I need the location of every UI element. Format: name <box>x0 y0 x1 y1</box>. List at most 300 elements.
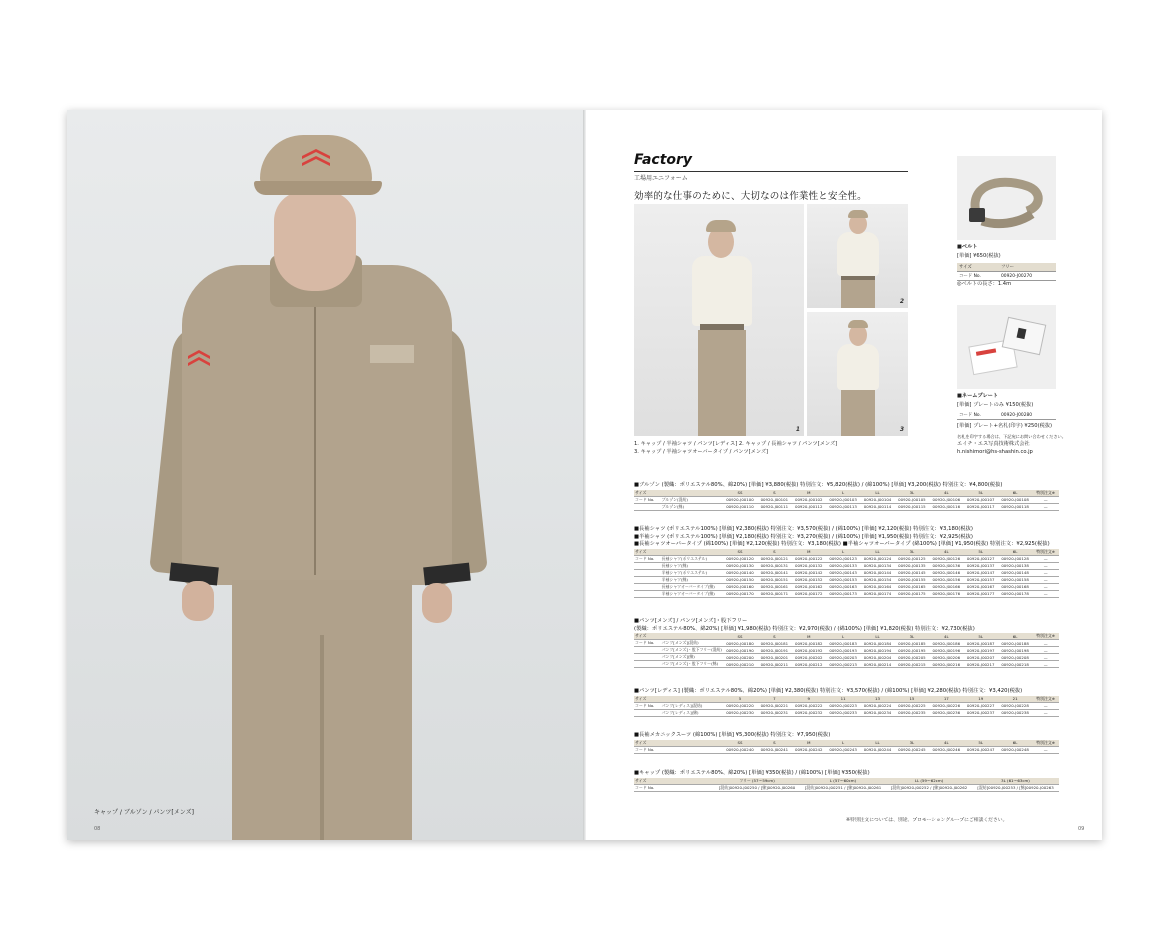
nameplate-image <box>957 305 1056 389</box>
table-cell: L (57〜60cm) <box>800 778 886 785</box>
table-cell: ブルゾン(混紡) <box>661 496 723 503</box>
table-cell: パンツ[メンズ]・股下フリー(綿) <box>661 661 723 668</box>
table-cell: 00920-J00136 <box>929 562 963 569</box>
table-cell: 00920-J00117 <box>964 503 998 510</box>
table-row <box>634 661 1059 668</box>
table-cell: 00920-J00192 <box>792 647 826 654</box>
table-cell: — <box>1032 583 1059 590</box>
table-cell: 7 <box>757 696 791 703</box>
table-cell: 長袖シャツ(綿) <box>661 562 723 569</box>
table-cell: 00920-J00188 <box>998 640 1032 647</box>
nameplate-icon <box>957 305 1056 389</box>
table-cell: M <box>792 549 826 556</box>
table-cell: — <box>1032 709 1059 716</box>
table-cell: 00920-J00174 <box>860 590 894 597</box>
table-cell: フリー (57〜59cm) <box>714 778 800 785</box>
page-subtitle: 工場用ユニフォーム <box>634 175 688 182</box>
table-cell: 19 <box>964 696 998 703</box>
cell: コード No. <box>957 411 999 420</box>
photo-2 <box>807 204 908 308</box>
table-cell: 5L <box>964 740 998 747</box>
table-cell: — <box>1032 654 1059 661</box>
table-cell: 00920-J00143 <box>826 569 860 576</box>
table-cell: パンツ[メンズ](綿) <box>661 654 723 661</box>
table-cell: 00920-J00145 <box>895 569 929 576</box>
table-cell: 00920-J00208 <box>998 654 1032 661</box>
table-cell: 00920-J00124 <box>860 555 894 562</box>
table-cell: 00920-J00100 <box>723 496 757 503</box>
table-cell: SS <box>723 633 757 640</box>
table-cell: 00920-J00180 <box>723 640 757 647</box>
table-cell: 00920-J00150 <box>723 576 757 583</box>
table-cell: 00920-J00154 <box>860 576 894 583</box>
table-row <box>634 746 1059 753</box>
table-cell: 15 <box>895 696 929 703</box>
table-cell: 00920-J00106 <box>929 496 963 503</box>
table-cell: 00920-J00133 <box>826 562 860 569</box>
table-cell: 00920-J00112 <box>792 503 826 510</box>
right-page <box>586 110 1102 840</box>
table-cell: ブルゾン(綿) <box>661 503 723 510</box>
table-cell: 00920-J00156 <box>929 576 963 583</box>
table-cell: 4L <box>929 740 963 747</box>
cell: フリー <box>999 263 1056 272</box>
table-cell: 00920-J00176 <box>929 590 963 597</box>
page-number-right: 09 <box>1078 826 1085 832</box>
table-cell: 特別注文※ <box>1032 490 1059 497</box>
cap-brim <box>254 181 382 195</box>
section-title: ■パンツ[レディス] (製織：ポリエステル80%、綿20%) [単価] ¥2,380(税抜) 特別注文：¥3,570(税抜) / (綿100%) [単価] ¥2,280(税抜) 特別注文：¥3,420(税抜) <box>634 688 1023 694</box>
table-cell: M <box>792 740 826 747</box>
table-cell: — <box>1032 555 1059 562</box>
blouson-section <box>634 482 1059 511</box>
table-cell: 00920-J00230 <box>723 709 757 716</box>
table-cell: 00920-J00214 <box>860 661 894 668</box>
table-cell: 00920-J00240 <box>723 746 757 753</box>
table-cell: 半袖シャツ(綿) <box>661 576 723 583</box>
table-cell: 00920-J00110 <box>723 503 757 510</box>
table-cell: 00920-J00113 <box>826 503 860 510</box>
cell: 00920-J00280 <box>999 411 1056 420</box>
table-cell: コード No. <box>634 702 661 709</box>
nameplate-code-table <box>957 411 1056 420</box>
nameplate-email: h.nishimori@hs-shashin.co.jp <box>957 449 1033 455</box>
table-cell: 13 <box>860 696 894 703</box>
table-row <box>634 562 1059 569</box>
table-cell: SS <box>723 490 757 497</box>
table-cell: [混紡]00920-J00253 / [綿]00920-J00263 <box>972 784 1059 791</box>
table-cell: — <box>1032 569 1059 576</box>
table-row <box>634 784 1059 791</box>
table-cell: 00920-J00128 <box>998 555 1032 562</box>
table-cell: 21 <box>998 696 1032 703</box>
table-row <box>634 555 1059 562</box>
table-cell: 3L <box>895 633 929 640</box>
photo-number: 2 <box>899 298 904 305</box>
nameplate-price-1: [単価] プレートのみ ¥150(税抜) <box>957 402 1034 408</box>
table-cell: 00920-J00228 <box>998 702 1032 709</box>
table-row <box>634 576 1059 583</box>
table-cell: コード No. <box>634 555 661 562</box>
table-cell: LL <box>860 633 894 640</box>
table-cell: 00920-J00202 <box>792 654 826 661</box>
table-cell: 00920-J00241 <box>757 746 791 753</box>
table-cell: 00920-J00207 <box>964 654 998 661</box>
table-cell: 11 <box>826 696 860 703</box>
table-cell: サイズ <box>634 778 658 785</box>
table-cell: 00920-J00232 <box>792 709 826 716</box>
table-cell: 00920-J00224 <box>860 702 894 709</box>
table-cell: 半袖シャツオーバータイプ(綿) <box>661 590 723 597</box>
model-face <box>274 191 356 291</box>
section-title-line: ■半袖シャツ (ポリエステル100%) [単価] ¥2,180(税抜) 特別注文：¥3,270(税抜) / (綿100%) [単価] ¥1,950(税抜) 特別注文：¥2,925(税抜) <box>634 533 973 540</box>
section-title-line: ■長袖シャツオーバータイプ (綿100%) [単価] ¥2,120(税抜) 特別注文：¥3,180(税抜) ■半袖シャツオーバータイプ (綿100%) [単価] ¥1,950(税抜) 特別注文：¥2,925(税抜) <box>634 541 1050 547</box>
table-cell: [混紡]00920-J00251 / [綿]00920-J00261 <box>800 784 886 791</box>
chest-patch <box>370 345 414 363</box>
nameplate-title: ■ネームプレート <box>957 393 999 399</box>
table-cell: 00920-J00148 <box>998 569 1032 576</box>
table-cell: 00920-J00114 <box>860 503 894 510</box>
table-cell: 6L <box>998 549 1032 556</box>
table-cell: 00920-J00237 <box>964 709 998 716</box>
table-cell: コード No. <box>634 784 658 791</box>
table-row <box>634 569 1059 576</box>
table-cell: 00920-J00184 <box>860 640 894 647</box>
ladies-pants-section <box>634 688 1059 717</box>
table-row <box>634 709 1059 716</box>
table-cell: 00920-J00167 <box>964 583 998 590</box>
table-cell: 00920-J00191 <box>757 647 791 654</box>
table-cell: 00920-J00242 <box>792 746 826 753</box>
table-cell <box>634 576 661 583</box>
cell: 00920-J00270 <box>999 272 1056 281</box>
table-cell <box>634 709 661 716</box>
table-cell: 00920-J00155 <box>895 576 929 583</box>
table-cell: サイズ <box>634 696 661 703</box>
cuff-right <box>423 563 471 586</box>
table-cell: 00920-J00205 <box>895 654 929 661</box>
left-caption: キャップ / ブルゾン / パンツ[メンズ] <box>94 809 194 816</box>
table-cell: 00920-J00164 <box>860 583 894 590</box>
table-cell <box>634 503 661 510</box>
table-cell: LL <box>860 549 894 556</box>
table-cell: 00920-J00227 <box>964 702 998 709</box>
mens-pants-table <box>634 633 1059 668</box>
table-cell: 半袖シャツ(ポリエステル) <box>661 569 723 576</box>
nameplate-price-2: [単価] プレート+名札(印字) ¥250(税抜) <box>957 423 1053 429</box>
photo-1 <box>634 204 804 436</box>
model-photo <box>162 135 472 840</box>
table-cell: 長袖シャツオーバータイプ(綿) <box>661 583 723 590</box>
table-cell: — <box>1032 590 1059 597</box>
table-cell: 00920-J00201 <box>757 654 791 661</box>
table-cell: 特別注文※ <box>1032 549 1059 556</box>
ladies-pants-table <box>634 696 1059 717</box>
table-cell: 00920-J00203 <box>826 654 860 661</box>
table-cell: 00920-J00212 <box>792 661 826 668</box>
table-cell: 00920-J00206 <box>929 654 963 661</box>
table-cell <box>634 569 661 576</box>
table-cell: 00920-J00163 <box>826 583 860 590</box>
table-cell: 00920-J00245 <box>895 746 929 753</box>
table-cell: 00920-J00102 <box>792 496 826 503</box>
table-cell: [混紡]00920-J00252 / [綿]00920-J00262 <box>886 784 972 791</box>
mens-pants-section <box>634 618 1059 668</box>
table-cell <box>634 562 661 569</box>
nameplate-note: 名札を印字する場合は、下記宛にお問い合わせください。 <box>957 434 1066 439</box>
table-cell: L <box>826 549 860 556</box>
table-cell: 00920-J00171 <box>757 590 791 597</box>
table-cell: 00920-J00223 <box>826 702 860 709</box>
photo-caption-line: 3. キャップ / 半袖シャツオーバータイプ / パンツ[メンズ] <box>634 449 769 455</box>
photo-caption <box>634 440 837 456</box>
belt-image <box>957 156 1056 240</box>
table-cell: 00920-J00221 <box>757 702 791 709</box>
table-cell: パンツ[レディス](混紡) <box>661 702 723 709</box>
table-cell: 00920-J00125 <box>895 555 929 562</box>
table-cell: 特別注文※ <box>1032 696 1059 703</box>
belt-price: [単価] ¥650(税抜) <box>957 253 1001 259</box>
belt-table <box>957 263 1056 281</box>
cap-chevron-icon <box>302 149 330 167</box>
table-cell: — <box>1032 562 1059 569</box>
table-cell: 3L <box>895 490 929 497</box>
table-cell: — <box>1032 503 1059 510</box>
shirts-section <box>634 526 1059 598</box>
table-cell: 00920-J00213 <box>826 661 860 668</box>
table-cell: 00920-J00116 <box>929 503 963 510</box>
table-cell: — <box>1032 746 1059 753</box>
table-cell: パンツ[メンズ]・股下フリー(混紡) <box>661 647 722 652</box>
table-cell: 00920-J00161 <box>757 583 791 590</box>
table-cell: 17 <box>929 696 963 703</box>
jacket <box>182 265 452 585</box>
table-cell: パンツ[メンズ](混紡) <box>661 640 723 647</box>
table-cell: 4L <box>929 549 963 556</box>
table-cell: 00920-J00141 <box>757 569 791 576</box>
table-cell: LL <box>860 740 894 747</box>
table-cell: 00920-J00233 <box>826 709 860 716</box>
table-cell: L <box>826 490 860 497</box>
table-cell: [混紡]00920-J00250 / [綿]00920-J00260 <box>714 784 800 791</box>
table-cell: 00920-J00120 <box>723 555 757 562</box>
table-cell: L <box>826 633 860 640</box>
table-cell: コード No. <box>634 746 661 753</box>
table-cell: 00920-J00217 <box>964 661 998 668</box>
table-cell: S <box>757 490 791 497</box>
table-cell: 00920-J00158 <box>998 576 1032 583</box>
mechanic-suit-table <box>634 740 1059 754</box>
table-cell: 00920-J00187 <box>964 640 998 647</box>
table-cell: 00920-J00137 <box>964 562 998 569</box>
table-cell: 00920-J00247 <box>964 746 998 753</box>
table-cell: — <box>1032 576 1059 583</box>
table-cell: 5L <box>964 633 998 640</box>
table-cell: 00920-J00121 <box>757 555 791 562</box>
table-cell: 00920-J00225 <box>895 702 929 709</box>
table-cell: 00920-J00107 <box>964 496 998 503</box>
table-cell: 00920-J00101 <box>757 496 791 503</box>
table-cell: 00920-J00131 <box>757 562 791 569</box>
table-cell: — <box>1032 640 1059 647</box>
table-row <box>634 640 1059 647</box>
section-title: ■長袖メカニックスーツ (綿100%) [単価] ¥5,300(税抜) 特別注文：¥7,950(税抜) <box>634 732 831 738</box>
table-cell: 00920-J00147 <box>964 569 998 576</box>
table-cell: 4L <box>929 633 963 640</box>
table-cell: 00920-J00183 <box>826 640 860 647</box>
table-cell: 00920-J00231 <box>757 709 791 716</box>
table-cell: 00920-J00144 <box>860 569 894 576</box>
table-cell: サイズ <box>634 490 661 497</box>
table-cell <box>661 746 723 753</box>
table-cell: 00920-J00122 <box>792 555 826 562</box>
table-cell: L <box>826 740 860 747</box>
table-cell: 00920-J00182 <box>792 640 826 647</box>
table-cell: 00920-J00178 <box>998 590 1032 597</box>
table-cell <box>634 661 661 668</box>
table-cell: 00920-J00140 <box>723 569 757 576</box>
table-cell: — <box>1032 661 1059 668</box>
pants-seam <box>320 635 324 840</box>
cap-section <box>634 770 1059 792</box>
footnote: ※特別注文については、別途、プロモーショングループにご相談ください。 <box>846 818 1008 823</box>
cell: コード No. <box>957 272 999 281</box>
table-cell: — <box>1032 647 1059 654</box>
table-cell: 00920-J00162 <box>792 583 826 590</box>
belt-note: ◎ベルトの長さ：1.4m <box>957 281 1012 287</box>
table-cell: 00920-J00173 <box>826 590 860 597</box>
table-cell: 00920-J00218 <box>998 661 1032 668</box>
table-cell: 3L <box>895 549 929 556</box>
table-cell: 00920-J00157 <box>964 576 998 583</box>
table-cell: 00920-J00170 <box>723 590 757 597</box>
table-cell: 00920-J00111 <box>757 503 791 510</box>
table-cell: 00920-J00210 <box>723 661 757 668</box>
title-rule <box>634 171 908 172</box>
table-cell: 3L <box>895 740 929 747</box>
table-cell: 4L <box>929 490 963 497</box>
section-title-line: (製織：ポリエステル80%、綿20%) [単価] ¥1,980(税抜) 特別注文：¥2,970(税抜) / (綿100%) [単価] ¥1,820(税抜) 特別注文：¥2,730(税抜) <box>634 625 975 632</box>
table-cell: 00920-J00138 <box>998 562 1032 569</box>
table-cell: S <box>757 740 791 747</box>
table-cell: — <box>1032 496 1059 503</box>
table-cell: LL (59〜62cm) <box>886 778 972 785</box>
belt-title: ■ベルト <box>957 244 978 250</box>
page-number-left: 08 <box>94 826 101 832</box>
table-cell: 00920-J00194 <box>860 647 894 654</box>
table-cell: 00920-J00146 <box>929 569 963 576</box>
table-cell: 00920-J00215 <box>895 661 929 668</box>
table-cell: 00920-J00105 <box>895 496 929 503</box>
table-cell: 00920-J00185 <box>895 640 929 647</box>
table-cell: 特別注文※ <box>1032 633 1059 640</box>
table-cell: 00920-J00216 <box>929 661 963 668</box>
table-cell: 00920-J00166 <box>929 583 963 590</box>
table-cell: 00920-J00127 <box>964 555 998 562</box>
table-cell: 00920-J00175 <box>895 590 929 597</box>
table-cell: コード No. <box>634 496 661 503</box>
table-cell: 00920-J00177 <box>964 590 998 597</box>
table-cell: サイズ <box>634 633 661 640</box>
section-title-line: ■長袖シャツ (ポリエステル100%) [単価] ¥2,380(税抜) 特別注文：¥3,570(税抜) / (綿100%) [単価] ¥2,120(税抜) 特別注文：¥3,180(税抜) <box>634 526 973 532</box>
table-cell: 00920-J00196 <box>929 647 963 654</box>
table-cell: S <box>757 549 791 556</box>
photo-3 <box>807 312 908 436</box>
table-cell <box>634 654 661 661</box>
table-cell: 00920-J00197 <box>964 647 998 654</box>
table-cell: 00920-J00172 <box>792 590 826 597</box>
page-title: Factory <box>634 152 693 168</box>
jacket-zipper <box>314 305 316 575</box>
table-row <box>634 702 1059 709</box>
section-title: ■キャップ (製織：ポリエステル80%、綿20%) [単価] ¥350(税抜) / (綿100%) [単価] ¥350(税抜) <box>634 770 870 776</box>
photo-number: 1 <box>795 426 800 433</box>
table-cell: 00920-J00238 <box>998 709 1032 716</box>
table-cell: 00920-J00142 <box>792 569 826 576</box>
table-cell: 00920-J00211 <box>757 661 791 668</box>
table-cell: 00920-J00104 <box>860 496 894 503</box>
table-cell: 00920-J00186 <box>929 640 963 647</box>
table-cell: 3L (61〜63cm) <box>972 778 1059 785</box>
headline: 効率的な仕事のために、大切なのは作業性と安全性。 <box>634 191 867 202</box>
table-cell: 00920-J00123 <box>826 555 860 562</box>
hand-left <box>182 581 214 621</box>
table-cell: 6L <box>998 740 1032 747</box>
table-cell: 00920-J00222 <box>792 702 826 709</box>
table-cell <box>634 590 661 597</box>
mechanic-suit-section <box>634 732 1059 754</box>
left-page <box>67 110 583 840</box>
table-cell: 00920-J00200 <box>723 654 757 661</box>
table-cell: 00920-J00135 <box>895 562 929 569</box>
table-cell: 00920-J00130 <box>723 562 757 569</box>
table-cell: 00920-J00198 <box>998 647 1032 654</box>
table-cell: 00920-J00151 <box>757 576 791 583</box>
photo-caption-line: 1. キャップ / 半袖シャツ / パンツ[レディス] 2. キャップ / 長袖シャツ / パンツ[メンズ] <box>634 441 838 447</box>
table-row <box>634 583 1059 590</box>
table-cell: S <box>757 633 791 640</box>
table-cell: 00920-J00108 <box>998 496 1032 503</box>
belt-icon <box>957 156 1056 240</box>
table-cell: 00920-J00168 <box>998 583 1032 590</box>
photo-number: 3 <box>899 426 904 433</box>
table-cell: 00920-J00236 <box>929 709 963 716</box>
table-cell: M <box>792 633 826 640</box>
table-cell: M <box>792 490 826 497</box>
table-cell: 00920-J00152 <box>792 576 826 583</box>
table-cell: 6L <box>998 633 1032 640</box>
table-cell: 00920-J00235 <box>895 709 929 716</box>
table-row <box>634 654 1059 661</box>
table-cell: 00920-J00190 <box>723 647 757 654</box>
table-cell: 長袖シャツ(ポリエステル) <box>661 555 723 562</box>
table-cell: 00920-J00234 <box>860 709 894 716</box>
catalog-spread <box>67 110 1102 840</box>
section-title: ■ブルゾン (製織：ポリエステル80%、綿20%) [単価] ¥3,880(税抜) 特別注文：¥5,820(税抜) / (綿100%) [単価] ¥3,200(税抜) 特別注文：¥4,800(税抜) <box>634 482 1003 488</box>
table-cell: 00920-J00195 <box>895 647 929 654</box>
nameplate-company: エイチ・エス写真技術株式会社 <box>957 441 1030 447</box>
table-cell: 9 <box>792 696 826 703</box>
section-title-line: ■パンツ[メンズ] / パンツ[メンズ]・股下フリー <box>634 618 748 624</box>
table-cell: 6L <box>998 490 1032 497</box>
table-cell: 00920-J00193 <box>826 647 860 654</box>
chevron-logo-icon <box>188 350 210 368</box>
table-cell: 5L <box>964 549 998 556</box>
table-cell: 00920-J00226 <box>929 702 963 709</box>
table-row <box>634 496 1059 503</box>
blouson-table <box>634 490 1059 511</box>
table-cell: 00920-J00248 <box>998 746 1032 753</box>
